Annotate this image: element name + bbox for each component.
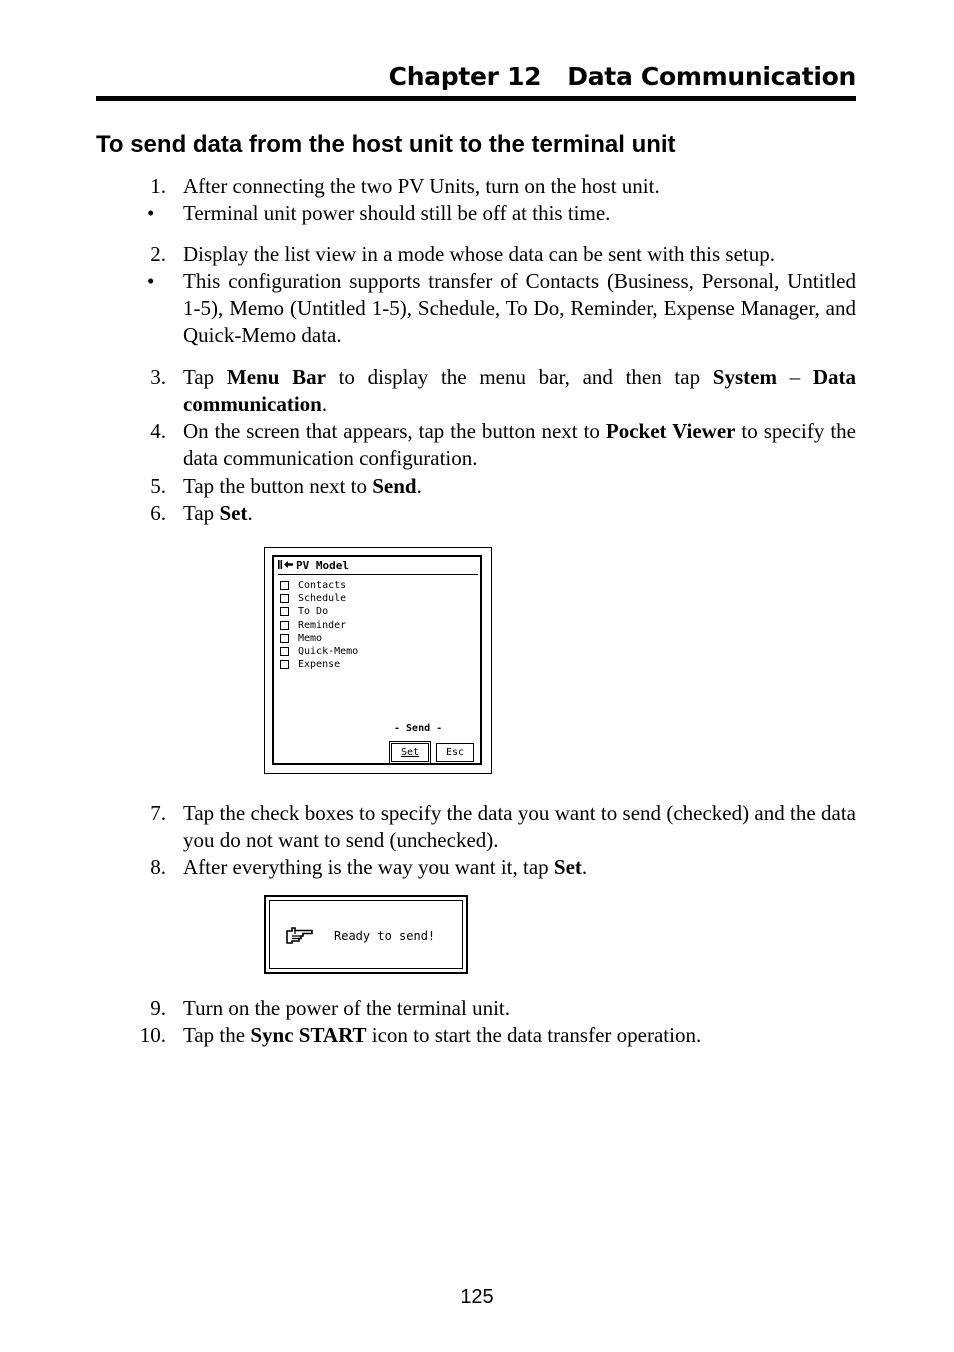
bullet: • <box>147 269 155 293</box>
chapter-name: Data Communication <box>567 62 856 91</box>
step-number: 6. <box>150 501 166 525</box>
step-number: 10. <box>139 1023 166 1047</box>
step-text: Tap the check boxes to specify the data you want to send (checked) and the data you do not want to send (unchecked). <box>183 801 856 852</box>
page-number: 125 <box>460 1286 494 1308</box>
pv-checkbox-list <box>280 579 358 671</box>
pv-mode-label: - Send - <box>394 723 443 734</box>
checkbox-expense[interactable]: Expense <box>280 658 358 671</box>
ready-message: Ready to send! <box>334 929 436 943</box>
step-number: 2. <box>150 242 166 266</box>
step-number: 3. <box>150 365 166 389</box>
pv-title <box>278 559 349 572</box>
checkbox-icon[interactable] <box>280 621 289 630</box>
set-button[interactable]: Set <box>391 743 429 762</box>
checkbox-reminder[interactable]: Reminder <box>280 619 358 632</box>
chapter-header <box>389 62 856 91</box>
step-text: Tap the button next to Send. <box>183 474 422 498</box>
set-term: Set <box>553 855 582 879</box>
step-text: After connecting the two PV Units, turn on the host unit. <box>183 174 660 198</box>
checkbox-icon[interactable] <box>280 594 289 603</box>
step-text: Tap Menu Bar to display the menu bar, and then tap System – Data communication. <box>183 365 857 416</box>
checkbox-to-do[interactable]: To Do <box>280 605 358 618</box>
system-term: System <box>712 365 777 389</box>
pv-model-window <box>272 555 482 765</box>
pv-model-screen <box>264 547 492 774</box>
bullet: • <box>147 201 155 225</box>
step-number: 7. <box>150 801 166 825</box>
step-text: After everything is the way you want it, tap Set. <box>183 855 588 879</box>
pocket-viewer-term: Pocket Viewer <box>605 419 736 443</box>
pv-title-text: PV Model <box>296 559 349 572</box>
step-text: On the screen that appears, tap the button next to Pocket Viewer to specify the data communication configuration. <box>183 419 856 470</box>
checkbox-schedule[interactable]: Schedule <box>280 592 358 605</box>
esc-button[interactable]: Esc <box>436 743 474 762</box>
step-number: 5. <box>150 474 166 498</box>
checkbox-memo[interactable]: Memo <box>280 632 358 645</box>
step-text: Tap the Sync START icon to start the data transfer operation. <box>183 1023 702 1047</box>
checkbox-quick-memo[interactable]: Quick-Memo <box>280 645 358 658</box>
checkbox-contacts[interactable]: Contacts <box>280 579 358 592</box>
step-number: 8. <box>150 855 166 879</box>
checkbox-icon[interactable] <box>280 647 289 656</box>
pv-comm-icon <box>278 559 296 570</box>
note-text: Terminal unit power should still be off at this time. <box>183 201 611 225</box>
checkbox-icon[interactable] <box>280 634 289 643</box>
checkbox-icon[interactable] <box>280 581 289 590</box>
step-number: 1. <box>150 174 166 198</box>
step-text: Display the list view in a mode whose data can be sent with this setup. <box>183 242 775 266</box>
data-communication-term: Data communication <box>183 365 857 416</box>
sync-start-term: Sync START <box>250 1023 367 1047</box>
ready-dialog <box>264 895 468 974</box>
step-number: 9. <box>150 996 166 1020</box>
pv-title-rule <box>278 574 478 575</box>
note-text: This configuration supports transfer of Contacts (Business, Personal, Untitled 1-5), Memo (Untitled 1-5), Schedule, To Do, Reminder, Expense Manager, and Quick-Memo data. <box>183 269 856 347</box>
set-term: Set <box>219 501 248 525</box>
chapter-label: Chapter 12 <box>388 62 542 91</box>
ready-dialog-frame <box>269 900 463 969</box>
section-title: To send data from the host unit to the terminal unit <box>96 131 676 158</box>
checkbox-icon[interactable] <box>280 607 289 616</box>
step-text: Turn on the power of the terminal unit. <box>183 996 511 1020</box>
step-number: 4. <box>150 419 166 443</box>
send-term: Send <box>372 474 417 498</box>
pointing-hand-icon <box>286 926 314 946</box>
header-rule <box>96 96 856 101</box>
step-text: Tap Set. <box>183 501 253 525</box>
menu-bar-term: Menu Bar <box>226 365 326 389</box>
checkbox-icon[interactable] <box>280 660 289 669</box>
